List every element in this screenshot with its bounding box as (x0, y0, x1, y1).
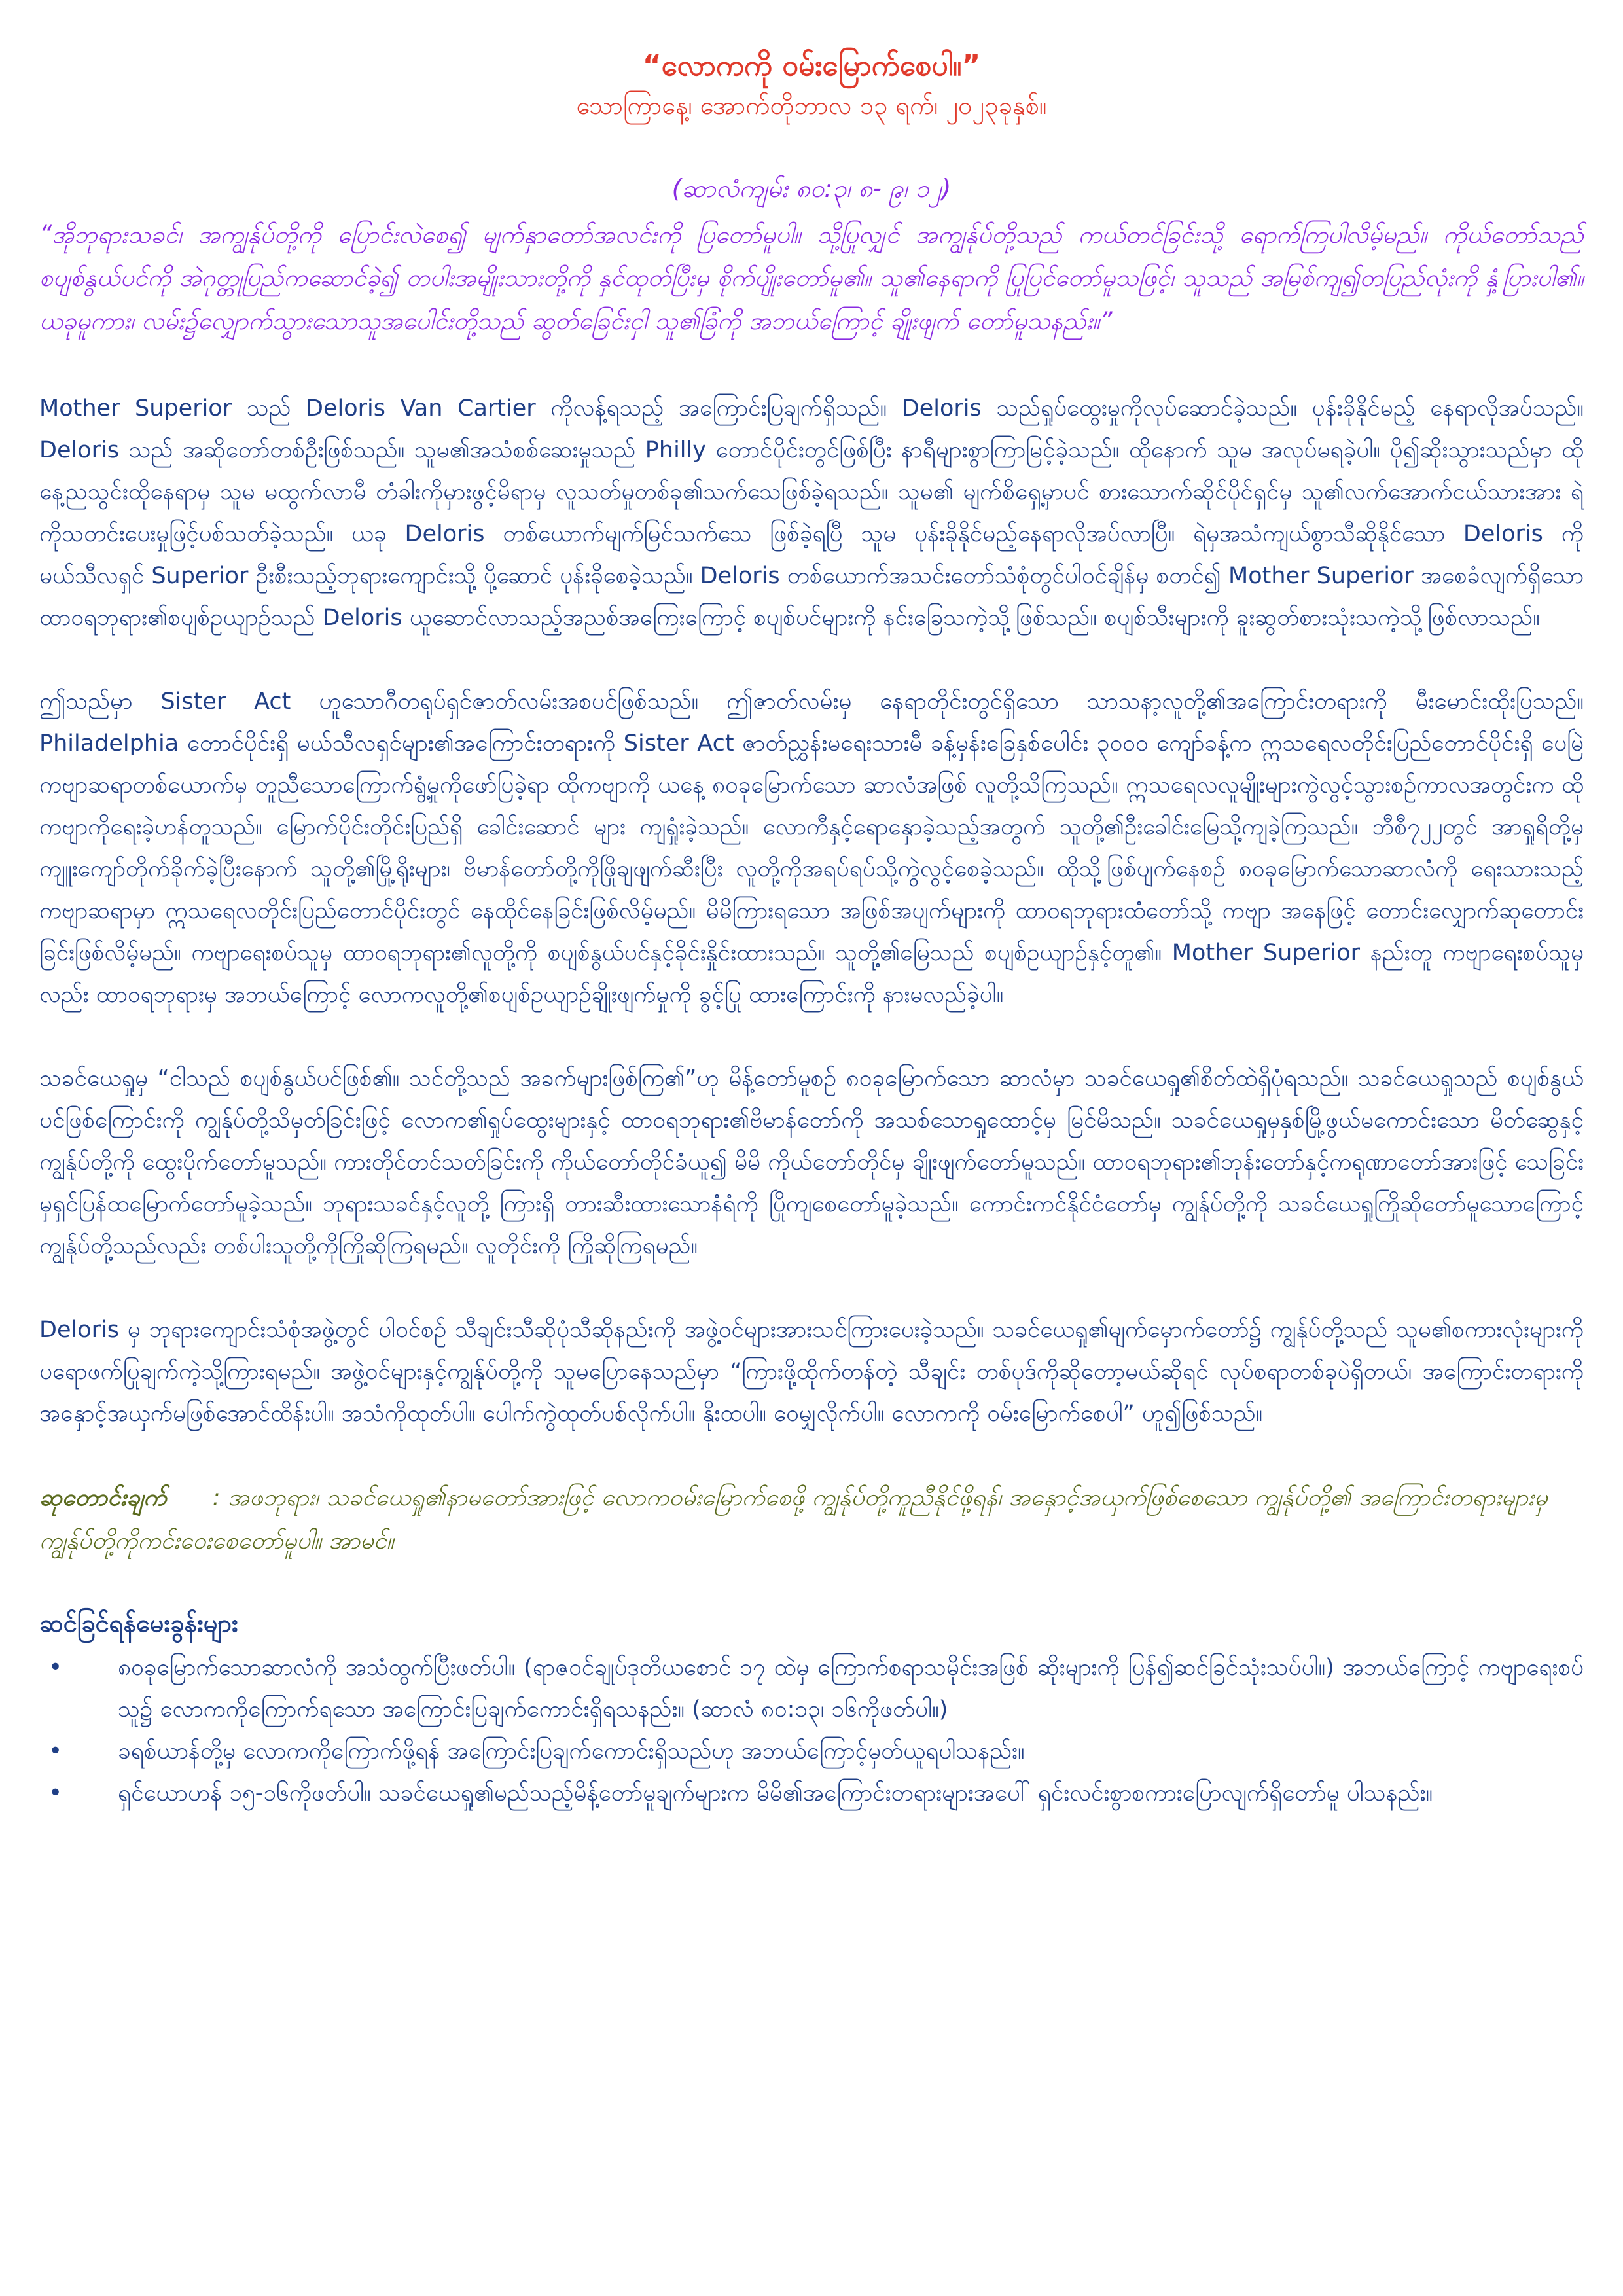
scripture-text: “အိုဘုရားသခင်၊ အကျွန်ုပ်တို့ကို ပြောင်းလဲစေ၍ မျက်နှာတော်အလင်းကို ပြတော်မူပါ။ သို့ပြုလျှင် အကျွန်ုပ်တို့သည် ကယ်တင်ခြင်းသို့ ရောက်ကြပါလိမ့်မည်။ ကိုယ်တော်သည် စပျစ်နွယ်ပင်ကို အဲဂုတ္တုပြည်ကဆောင်ခဲ့၍ တပါးအမျိုးသားတို့ကို နှင်ထုတ်ပြီးမှ စိုက်ပျိုးတော်မူ၏။ သူ၏နေရာကို ပြုပြင်တော်မူသဖြင့်၊ သူသည် အမြစ်ကျ၍တပြည်လုံးကို နှံ့ပြားပါ၏။ ယခုမူကား၊ လမ်း၌လျှောက်သွားသောသူအပေါင်းတို့သည် ဆွတ်ခြေင်းငှါ သူ၏ခြံကို အဘယ်ကြောင့် ချိုးဖျက် တော်မူသနည်း။” (39, 221, 1584, 335)
body-paragraph-3: သခင်ယေရှုမှ “ငါသည် စပျစ်နွယ်ပင်ဖြစ်၏။ သင်တို့သည် အခက်များဖြစ်ကြ၏”ဟု မိန့်တော်မူစဉ် ၈၀ခုမြောက်သော ဆာလံမှာ သခင်ယေရှု၏စိတ်ထဲရှိပုံရသည်။ သခင်ယေရှုသည် စပျစ်နွယ်ပင်ဖြစ်ကြောင်းကို ကျွန်ုပ်တို့သိမှတ်ခြင်းဖြင့် လောက၏ရှုပ်ထွေးများနှင့် ထာဝရဘုရား၏ဗိမာန်တော်ကို အသစ်သောရှုထောင့်မှ မြင်မိသည်။ သခင်ယေရှုမှနှစ်မြို့ဖွယ်မကောင်းသော မိတ်ဆွေနှင့်ကျွန်ုပ်တို့ကို ထွေးပိုက်တော်မူသည်။ ကားတိုင်တင်သတ်ခြင်းကို ကိုယ်တော်တိုင်ခံယူ၍ မိမိ ကိုယ်တော်တိုင်မှ ချိုးဖျက်တော်မူသည်။ ထာဝရဘုရား၏ဘုန်းတော်နှင့်ကရုဏာတော်အားဖြင့် သေခြင်းမှရှင်ပြန်ထမြောက်တော်မူခဲ့သည်။ ဘုရားသခင်နှင့်လူတို့ ကြားရှိ တားဆီးထားသောနံရံကို ပြိုကျစေတော်မူခဲ့သည်။ ကောင်းကင်နိုင်ငံတော်မှ ကျွန်ုပ်တို့ကို သခင်ယေရှုကြိုဆိုတော်မူသောကြောင့် ကျွန်ုပ်တို့သည်လည်း တစ်ပါးသူတို့ကိုကြိုဆိုကြရမည်။ လူတိုင်းကို ကြိုဆိုကြရမည်။ (39, 1066, 1584, 1259)
question-text: ရှင်ယောဟန် ၁၅-၁၆ကိုဖတ်ပါ။ သခင်ယေရှု၏မည်သည့်မိန့်တော်မူချက်များက မိမိ၏အကြောင်းတရားများအပေါ် ရှင်းလင်းစွာစကားပြောလျက်ရှိတော်မူ ပါသနည်း။ (118, 1780, 1433, 1806)
bullet-icon: • (48, 1780, 63, 1806)
prayer (39, 1477, 1584, 1563)
page-date: သောကြာနေ့၊ အောက်တိုဘာလ ၁၃ ရက်၊ ၂၀၂၃ခုနှစ်။ (576, 91, 1047, 120)
body-paragraph-4: Deloris မှ ဘုရားကျောင်းသံစုံအဖွဲ့တွင် ပါဝင်စဉ် သီချင်းသီဆိုပုံသီဆိုနည်းကို အဖွဲ့ဝင်များအားသင်ကြားပေးခဲ့သည်။ သခင်ယေရှု၏မျက်မှောက်တော်၌ ကျွန်ုပ်တို့သည် သူမ၏စကားလုံးများကို ပရောဖက်ပြုချက်ကဲ့သို့ကြားရမည်။ အဖွဲ့ဝင်များနှင့်ကျွန်ုပ်တို့ကို သူမပြောနေသည်မှာ “ကြားဖို့ထိုက်တန်တဲ့ သီချင်း တစ်ပုဒ်ကိုဆိုတော့မယ်ဆိုရင် လုပ်စရာတစ်ခုပဲရှိတယ်၊ အကြောင်းတရားကို အနှောင့်အယှက်မဖြစ်အောင်ထိန်းပါ။ အသံကိုထုတ်ပါ။ ပေါက်ကွဲထုတ်ပစ်လိုက်ပါ။ နိုးထပါ။ ဝေမျှလိုက်ပါ။ လောကကို ဝမ်းမြောက်စေပါ” ဟူ၍ဖြစ်သည်။ (39, 1317, 1584, 1427)
bullet-icon: • (48, 1654, 63, 1681)
questions-heading: ဆင်ခြင်ရန်မေးခွန်းများ (39, 1609, 238, 1638)
scripture-reference: (ဆာလံကျမ်း ၈၀:၃၊ ၈- ၉၊ ၁၂) (671, 174, 952, 203)
list-item (39, 1772, 1584, 1814)
questions-list (39, 1647, 1584, 1814)
list-item (39, 1647, 1584, 1731)
devotional-page (39, 46, 1584, 1814)
bullet-icon: • (48, 1738, 63, 1765)
question-text: ၈၀ခုမြောက်သောဆာလံကို အသံထွက်ပြီးဖတ်ပါ။ (ရာဇဝင်ချုပ်ဒုတိယစောင် ၁၇ ထဲမှ ကြောက်စရာသမိုင်းအဖြစ် ဆိုးများကို ပြန်၍ဆင်ခြင်သုံးသပ်ပါ။) အဘယ်ကြောင့် ကဗျာရေးစပ်သူ၌ လောကကိုကြောက်ရသော အကြောင်းပြချက်ကောင်းရှိရသနည်း။ (ဆာလံ ၈၀:၁၃၊ ၁၆ကိုဖတ်ပါ။) (118, 1655, 1584, 1723)
list-item (39, 1731, 1584, 1772)
prayer-text: : အဖဘုရား၊ သခင်ယေရှု၏နာမတော်အားဖြင့် လောကဝမ်းမြောက်စေဖို့ ကျွန်ုပ်တို့ကူညီနိုင်ဖို့ရန်၊ အနှောင့်အယှက်ဖြစ်စေသော ကျွန်ုပ်တို့၏ အကြောင်းတရားများမှ ကျွန်ုပ်တို့ကိုကင်းဝေးစေတော်မူပါ။ အာမင်။ (39, 1484, 1548, 1554)
body-paragraph-2: ဤသည်မှာ Sister Act ဟူသောဂီတရုပ်ရှင်ဇာတ်လမ်းအစပင်ဖြစ်သည်။ ဤဇာတ်လမ်းမှ နေရာတိုင်းတွင်ရှိသော သာသနာ့လူတို့၏အကြောင်းတရားကို မီးမောင်းထိုးပြသည်။ Philadelphia တောင်ပိုင်းရှိ မယ်သီလရှင်များ၏အကြောင်းတရားကို Sister Act ဇာတ်ညွှန်းမရေးသားမီ ခန့်မှန်းခြေနှစ်ပေါင်း ၃၀၀၀ ကျော်ခန့်က ဣသရေလတိုင်းပြည်တောင်ပိုင်းရှိ ပေမြဲကဗျာဆရာတစ်ယောက်မှ တူညီသောကြောက်ရွံ့မှုကိုဖော်ပြခဲ့ရာ ထိုကဗျာကို ယနေ့ ၈၀ခုမြောက်သော ဆာလံအဖြစ် လူတို့သိကြသည်။ ဣသရေလလူမျိုးများကွဲလွင့်သွားစဉ်ကာလအတွင်းက ထိုကဗျာကိုရေးခဲ့ဟန်တူသည်။ မြောက်ပိုင်းတိုင်းပြည်ရှိ ခေါင်းဆောင် များ ကျရှုံးခဲ့သည်။ လောကီနှင့်ရောနှောခဲ့သည့်အတွက် သူတို့၏ဦးခေါင်းမြေသို့ကျခဲ့ကြသည်။ ဘီစီ၇၂၂တွင် အာရှုရိတို့မှ ကျူးကျော်တိုက်ခိုက်ခဲ့ပြီးနောက် သူတို့၏မြို့ရိုးများ၊ ဗိမာန်တော်တို့ကိုဖြိုချဖျက်ဆီးပြီး လူတို့ကိုအရပ်ရပ်သို့ကွဲလွင့်စေခဲ့သည်။ ထိုသို့ဖြစ်ပျက်နေစဉ် ၈၀ခုမြောက်သောဆာလံကို ရေးသားသည့် ကဗျာဆရာမှာ ဣသရေလတိုင်းပြည်တောင်ပိုင်းတွင် နေထိုင်နေခြင်းဖြစ်လိမ့်မည်။ မိမိကြားရသော အဖြစ်အပျက်များကို ထာဝရဘုရားထံတော်သို့ ကဗျာ အနေဖြင့် တောင်းလျှောက်ဆုတောင်းခြင်းဖြစ်လိမ့်မည်။ ကဗျာရေးစပ်သူမှ ထာဝရဘုရား၏လူတို့ကို စပျစ်နွယ်ပင်နှင့်ခိုင်းနှိုင်းထားသည်။ သူတို့၏မြေသည် စပျစ်ဥယျာဉ်နှင့်တူ၏။ Mother Superior နည်းတူ ကဗျာရေးစပ်သူမှလည်း ထာဝရဘုရားမှ အဘယ်ကြောင့် လောကလူတို့၏စပျစ်ဥယျာဉ်ချိုးဖျက်မှုကို ခွင့်ပြု ထားကြောင်းကို နားမလည်ခဲ့ပါ။ (39, 689, 1584, 1008)
question-text: ခရစ်ယာန်တို့မှ လောကကိုကြောက်ဖို့ရန် အကြောင်းပြချက်ကောင်းရှိသည်ဟု အဘယ်ကြောင့်မှတ်ယူရပါသနည်း။ (118, 1738, 1025, 1765)
page-title: “လောကကို ဝမ်းမြောက်စေပါ။” (642, 49, 981, 82)
prayer-label: ဆုတောင်းချက် (39, 1484, 167, 1511)
body-paragraph-1: Mother Superior သည် Deloris Van Cartier ကိုလန့်ရသည့် အကြောင်းပြချက်ရှိသည်။ Deloris သည်ရှုပ်ထွေးမှုကိုလုပ်ဆောင်ခဲ့သည်။ ပုန်းခိုနိုင်မည့် နေရာလိုအပ်သည်။ Deloris သည် အဆိုတော်တစ်ဦးဖြစ်သည်။ သူမ၏အသံစစ်ဆေးမှုသည် Philly တောင်ပိုင်းတွင်ဖြစ်ပြီး နာရီများစွာကြာမြင့်ခဲ့သည်။ ထိုနောက် သူမ အလုပ်မရခဲ့ပါ။ ပို၍ဆိုးသွားသည်မှာ ထိုနေ့ညသွင်းထိုနေရာမှ သူမ မထွက်လာမီ တံခါးကိုမှားဖွင့်မိရာမှ လူသတ်မှုတစ်ခု၏သက်သေဖြစ်ခဲ့ရသည်။ သူမ၏ မျက်စိရှေ့မှာပင် စားသောက်ဆိုင်ပိုင်ရှင်မှ သူ၏လက်အောက်ငယ်သားအား ရဲကိုသတင်းပေးမှုဖြင့်ပစ်သတ်ခဲ့သည်။ ယခု Deloris တစ်ယောက်မျက်မြင်သက်သေ ဖြစ်ခဲ့ရပြီ သူမ ပုန်းခိုနိုင်မည့်နေရာလိုအပ်လာပြီ။ ရဲမှအသံကျယ်စွာသီဆိုနိုင်သော Deloris ကို မယ်သီလရှင် Superior ဦးစီးသည့်ဘုရားကျောင်းသို့ ပို့ဆောင် ပုန်းခိုစေခဲ့သည်။ Deloris တစ်ယောက်အသင်းတော်သံစုံတွင်ပါဝင်ချိန်မှ စတင်၍ Mother Superior အစေခံလျက်ရှိသော ထာဝရဘုရား၏စပျစ်ဥယျာဉ်သည် Deloris ယူဆောင်လာသည့်အညစ်အကြေးကြောင့် စပျစ်ပင်များကို နင်းခြေသကဲ့သို့ဖြစ်သည်။ စပျစ်သီးများကို ခူးဆွတ်စားသုံးသကဲ့သို့ဖြစ်လာသည်။ (39, 395, 1584, 631)
